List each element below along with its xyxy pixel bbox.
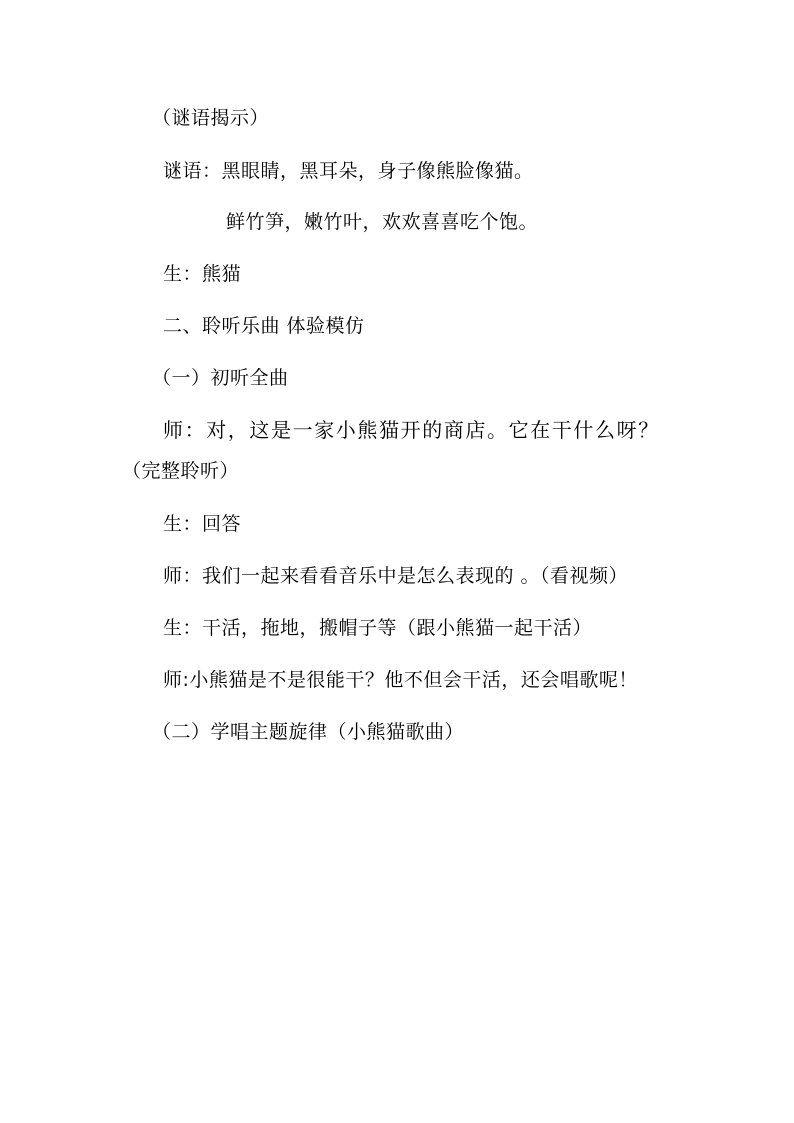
student-answer-reply: 生：回答: [163, 513, 242, 535]
teacher-line-2: 师：我们一起来看看音乐中是怎么表现的 。（看视频）: [163, 565, 629, 587]
teacher-line-1-continued: （完整聆听）: [122, 460, 240, 482]
riddle-reveal-heading: （谜语揭示）: [152, 107, 270, 129]
subsection-heading-1: （一）初听全曲: [152, 367, 289, 389]
riddle-line-2: 鲜竹笋，嫩竹叶，欢欢喜喜吃个饱。: [226, 211, 539, 233]
student-answer-panda: 生：熊猫: [163, 263, 242, 285]
teacher-line-1: 师：对，这是一家小熊猫开的商店。它在干什么呀？: [163, 418, 660, 442]
student-answer-work: 生：干活，拖地，搬帽子等（跟小熊猫一起干活）: [163, 617, 593, 639]
section-heading-2: 二、聆听乐曲 体验模仿: [163, 315, 365, 337]
teacher-line-3: 师:小熊猫是不是很能干？他不但会干活，还会唱歌呢！: [163, 669, 638, 691]
riddle-line-1: 谜语：黑眼睛，黑耳朵，身子像熊脸像猫。: [163, 160, 534, 182]
subsection-heading-2: （二）学唱主题旋律（小熊猫歌曲）: [152, 721, 465, 743]
